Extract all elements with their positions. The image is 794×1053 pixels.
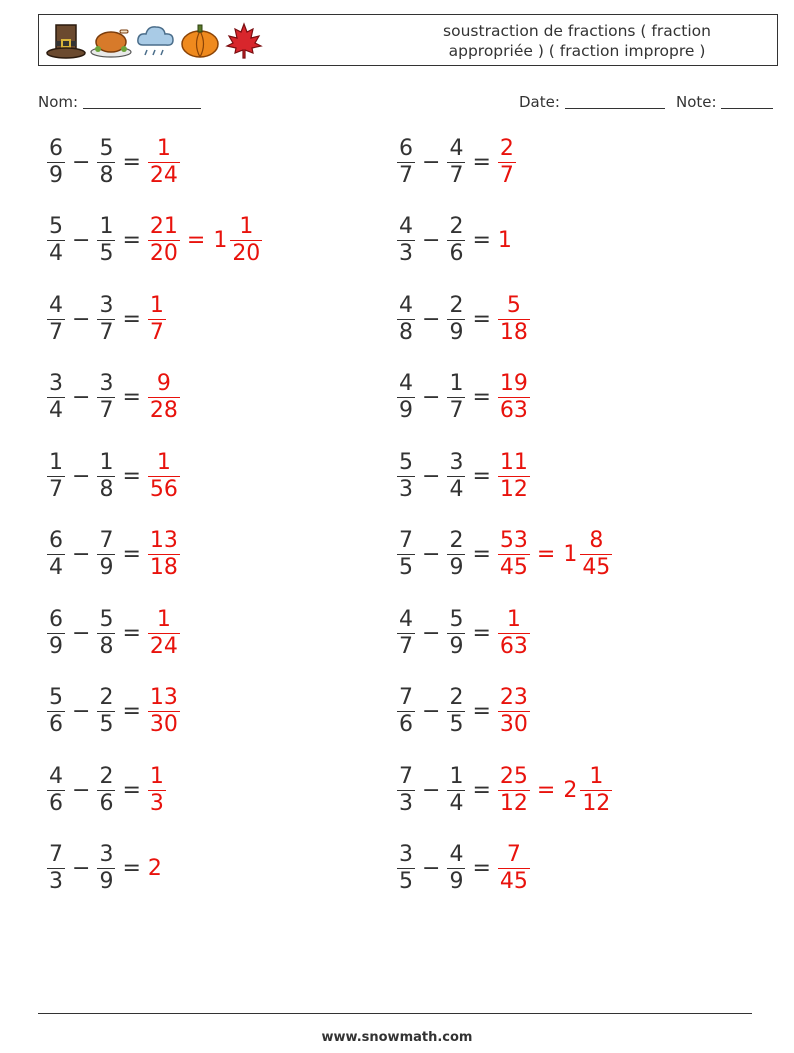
numerator: 25 — [499, 763, 528, 789]
denominator: 4 — [449, 476, 464, 502]
equals-sign: = — [122, 385, 141, 410]
denominator: 18 — [149, 555, 178, 580]
answer-fraction — [498, 293, 530, 346]
numerator: 2 — [449, 214, 464, 239]
numerator: 5 — [49, 214, 63, 239]
problem-row — [45, 841, 162, 897]
denominator: 9 — [449, 869, 464, 894]
problem-row — [395, 841, 532, 897]
answer-integer: 1 — [497, 228, 512, 253]
denominator: 9 — [449, 555, 464, 580]
denominator: 4 — [449, 790, 464, 816]
subtrahend-fraction — [97, 764, 115, 817]
denominator: 45 — [582, 555, 611, 580]
numerator: 7 — [399, 763, 413, 789]
answer-fraction — [148, 764, 166, 817]
answer-fraction — [148, 528, 180, 581]
denominator: 6 — [49, 790, 63, 816]
denominator: 4 — [49, 241, 63, 266]
subtrahend-fraction — [447, 842, 465, 895]
equals-sign: = — [536, 777, 556, 803]
problem-row — [395, 213, 512, 269]
answer-fraction — [148, 293, 166, 346]
subtrahend-fraction — [447, 685, 465, 738]
problem-row — [45, 370, 182, 426]
numerator: 2 — [449, 685, 464, 710]
answer-fraction — [148, 607, 180, 660]
minus-sign: − — [422, 777, 441, 803]
problem-row — [395, 684, 532, 740]
denominator: 6 — [449, 241, 464, 266]
mixed-fraction — [580, 764, 612, 817]
numerator: 3 — [399, 842, 413, 867]
numerator: 5 — [449, 606, 464, 632]
equals-sign: = — [472, 542, 491, 567]
denominator: 24 — [149, 162, 178, 188]
answer-fraction — [498, 450, 530, 503]
numerator: 1 — [589, 763, 604, 789]
denominator: 9 — [449, 633, 464, 659]
numerator: 11 — [499, 449, 528, 475]
minuend-fraction — [47, 214, 65, 267]
header-box — [38, 14, 778, 66]
minuend-fraction — [397, 371, 415, 424]
answer-fraction — [498, 685, 530, 738]
denominator: 45 — [499, 555, 528, 580]
numerator: 6 — [49, 135, 63, 161]
numerator: 4 — [399, 606, 413, 632]
numerator: 2 — [449, 528, 464, 553]
numerator: 13 — [149, 685, 178, 710]
answer-integer: 2 — [147, 856, 162, 881]
problem-row — [45, 448, 182, 504]
denominator: 5 — [99, 241, 114, 266]
denominator: 9 — [99, 869, 114, 894]
numerator: 5 — [99, 135, 114, 161]
answer-fraction — [148, 136, 180, 189]
numerator: 3 — [449, 449, 464, 475]
minus-sign: − — [72, 228, 91, 253]
problem-row — [395, 370, 532, 426]
name-field — [38, 93, 201, 111]
subtrahend-fraction — [447, 136, 465, 189]
minuend-fraction — [397, 685, 415, 738]
equals-sign: = — [472, 620, 491, 646]
denominator: 8 — [399, 319, 413, 345]
equals-sign: = — [472, 228, 491, 253]
denominator: 24 — [149, 633, 178, 659]
minus-sign: − — [422, 463, 441, 489]
equals-sign: = — [122, 149, 141, 175]
numerator: 1 — [449, 763, 464, 789]
numerator: 1 — [99, 214, 114, 239]
name-label: Nom: — [38, 93, 79, 111]
equals-sign: = — [472, 306, 491, 332]
minuend-fraction — [47, 136, 65, 189]
rain-cloud-icon — [135, 21, 177, 61]
minuend-fraction — [397, 136, 415, 189]
footer-divider — [38, 1013, 752, 1014]
numerator: 1 — [156, 606, 171, 632]
answer-fraction — [148, 371, 180, 424]
denominator: 9 — [99, 555, 114, 580]
subtrahend-fraction — [447, 450, 465, 503]
minus-sign: − — [72, 306, 91, 332]
denominator: 20 — [232, 241, 261, 266]
numerator: 13 — [149, 528, 178, 553]
denominator: 8 — [99, 633, 114, 659]
minus-sign: − — [422, 385, 441, 410]
denominator: 28 — [149, 398, 178, 423]
equals-sign: = — [472, 463, 491, 489]
minuend-fraction — [47, 293, 65, 346]
problem-row — [395, 762, 614, 818]
problem-row — [395, 527, 614, 583]
denominator: 3 — [49, 869, 63, 894]
date-label: Date: — [519, 93, 560, 111]
denominator: 6 — [399, 712, 413, 737]
roast-turkey-icon — [89, 21, 133, 61]
numerator: 19 — [499, 371, 528, 396]
pilgrim-hat-icon — [45, 21, 87, 61]
answer-fraction — [498, 371, 530, 424]
numerator: 3 — [99, 842, 114, 867]
equals-sign: = — [186, 228, 206, 253]
numerator: 1 — [99, 449, 114, 475]
denominator: 8 — [99, 476, 114, 502]
numerator: 1 — [239, 214, 254, 239]
numerator: 5 — [99, 606, 114, 632]
numerator: 5 — [506, 292, 521, 318]
denominator: 8 — [99, 162, 114, 188]
denominator: 9 — [49, 162, 63, 188]
equals-sign: = — [472, 149, 491, 175]
denominator: 5 — [449, 712, 464, 737]
equals-sign: = — [472, 699, 491, 724]
equals-sign: = — [122, 777, 141, 803]
numerator: 5 — [399, 449, 413, 475]
subtrahend-fraction — [97, 214, 115, 267]
denominator: 12 — [582, 790, 611, 816]
minus-sign: − — [72, 856, 91, 881]
subtrahend-fraction — [97, 136, 115, 189]
subtrahend-fraction — [97, 293, 115, 346]
answer-fraction — [498, 528, 530, 581]
answer-fraction — [498, 136, 516, 189]
denominator: 5 — [399, 555, 413, 580]
answer-fraction — [148, 450, 180, 503]
minus-sign: − — [422, 699, 441, 724]
problem-row — [45, 527, 182, 583]
minus-sign: − — [422, 149, 441, 175]
numerator: 7 — [99, 528, 114, 553]
numerator: 7 — [399, 528, 413, 553]
denominator: 7 — [99, 319, 114, 345]
denominator: 7 — [499, 162, 514, 188]
numerator: 5 — [49, 685, 63, 710]
problem-row — [395, 134, 518, 190]
equals-sign: = — [472, 777, 491, 803]
numerator: 8 — [589, 528, 604, 553]
denominator: 3 — [399, 476, 413, 502]
minus-sign: − — [72, 699, 91, 724]
problem-row — [45, 213, 264, 269]
numerator: 2 — [99, 763, 114, 789]
problem-row — [395, 448, 532, 504]
problem-row — [395, 605, 532, 661]
minuend-fraction — [397, 528, 415, 581]
denominator: 7 — [449, 162, 464, 188]
minuend-fraction — [47, 842, 65, 895]
denominator: 5 — [99, 712, 114, 737]
numerator: 4 — [49, 292, 63, 318]
subtrahend-fraction — [97, 685, 115, 738]
denominator: 63 — [499, 633, 528, 659]
denominator: 63 — [499, 398, 528, 423]
numerator: 6 — [399, 135, 413, 161]
minus-sign: − — [72, 777, 91, 803]
subtrahend-fraction — [447, 293, 465, 346]
minus-sign: − — [72, 620, 91, 646]
numerator: 3 — [99, 292, 114, 318]
denominator: 4 — [49, 555, 63, 580]
numerator: 2 — [449, 292, 464, 318]
numerator: 9 — [156, 371, 171, 396]
denominator: 7 — [49, 476, 63, 502]
numerator: 1 — [449, 371, 464, 396]
minuend-fraction — [47, 607, 65, 660]
denominator: 4 — [49, 398, 63, 423]
answer-fraction — [148, 214, 180, 267]
numerator: 23 — [499, 685, 528, 710]
numerator: 1 — [506, 606, 521, 632]
denominator: 30 — [149, 712, 178, 737]
problem-row — [395, 291, 532, 347]
answer-fraction — [148, 685, 180, 738]
denominator: 18 — [499, 319, 528, 345]
numerator: 3 — [49, 371, 63, 396]
minus-sign: − — [72, 149, 91, 175]
minuend-fraction — [397, 842, 415, 895]
denominator: 3 — [399, 241, 413, 266]
equals-sign: = — [122, 620, 141, 646]
equals-sign: = — [122, 699, 141, 724]
numerator: 1 — [156, 135, 171, 161]
subtrahend-fraction — [447, 214, 465, 267]
numerator: 4 — [399, 371, 413, 396]
denominator: 5 — [399, 869, 413, 894]
numerator: 1 — [149, 763, 164, 789]
subtrahend-fraction — [97, 371, 115, 424]
minus-sign: − — [422, 306, 441, 332]
subtrahend-fraction — [447, 528, 465, 581]
date-blank — [565, 107, 665, 109]
denominator: 9 — [449, 319, 464, 345]
problem-row — [45, 134, 182, 190]
minuend-fraction — [397, 607, 415, 660]
name-blank — [83, 107, 201, 109]
denominator: 3 — [399, 790, 413, 816]
denominator: 20 — [149, 241, 178, 266]
denominator: 7 — [49, 319, 63, 345]
footer-website: www.snowmath.com — [321, 1030, 473, 1045]
denominator: 7 — [399, 162, 413, 188]
mixed-whole: 1 — [563, 542, 578, 567]
numerator: 7 — [49, 842, 63, 867]
answer-fraction — [498, 607, 530, 660]
equals-sign: = — [536, 542, 556, 567]
problem-row — [45, 762, 168, 818]
numerator: 7 — [399, 685, 413, 710]
minuend-fraction — [397, 764, 415, 817]
denominator: 56 — [149, 476, 178, 502]
pumpkin-icon — [179, 21, 221, 61]
subtrahend-fraction — [97, 607, 115, 660]
header-icons — [45, 18, 265, 64]
numerator: 4 — [49, 763, 63, 789]
numerator: 53 — [499, 528, 528, 553]
minuend-fraction — [47, 764, 65, 817]
equals-sign: = — [122, 228, 141, 253]
equals-sign: = — [122, 306, 141, 332]
answer-fraction — [498, 842, 530, 895]
minuend-fraction — [397, 214, 415, 267]
mixed-whole: 1 — [213, 228, 228, 253]
numerator: 2 — [499, 135, 514, 161]
equals-sign: = — [122, 542, 141, 567]
grade-label: Note: — [676, 93, 717, 111]
numerator: 4 — [399, 292, 413, 318]
denominator: 9 — [49, 633, 63, 659]
grade-blank — [721, 107, 773, 109]
problem-row — [45, 684, 182, 740]
mixed-fraction — [580, 528, 612, 581]
numerator: 7 — [506, 842, 521, 867]
numerator: 2 — [99, 685, 114, 710]
grade-field — [676, 93, 773, 111]
denominator: 6 — [49, 712, 63, 737]
subtrahend-fraction — [97, 528, 115, 581]
numerator: 6 — [49, 528, 63, 553]
minuend-fraction — [47, 685, 65, 738]
denominator: 45 — [499, 869, 528, 894]
subtrahend-fraction — [97, 842, 115, 895]
denominator: 30 — [499, 712, 528, 737]
mixed-fraction — [230, 214, 262, 267]
minus-sign: − — [422, 620, 441, 646]
minus-sign: − — [422, 542, 441, 567]
numerator: 4 — [449, 135, 464, 161]
numerator: 21 — [149, 214, 178, 239]
minuend-fraction — [47, 450, 65, 503]
minuend-fraction — [47, 528, 65, 581]
denominator: 12 — [499, 790, 528, 816]
worksheet-title: soustraction de fractions ( fraction appropriée ) ( fraction impropre ) — [443, 22, 711, 60]
numerator: 3 — [99, 371, 114, 396]
equals-sign: = — [472, 385, 491, 410]
denominator: 9 — [399, 398, 413, 423]
denominator: 7 — [99, 398, 114, 423]
equals-sign: = — [122, 856, 141, 881]
minuend-fraction — [397, 450, 415, 503]
equals-sign: = — [472, 856, 491, 881]
denominator: 6 — [99, 790, 114, 816]
minus-sign: − — [72, 385, 91, 410]
numerator: 4 — [449, 842, 464, 867]
numerator: 1 — [149, 292, 164, 318]
date-field — [519, 93, 665, 111]
minus-sign: − — [422, 856, 441, 881]
mixed-whole: 2 — [563, 777, 578, 803]
subtrahend-fraction — [97, 450, 115, 503]
denominator: 3 — [149, 790, 164, 816]
minuend-fraction — [47, 371, 65, 424]
maple-leaf-icon — [223, 21, 265, 61]
numerator: 6 — [49, 606, 63, 632]
minus-sign: − — [72, 463, 91, 489]
answer-fraction — [498, 764, 530, 817]
problem-row — [45, 605, 182, 661]
denominator: 12 — [499, 476, 528, 502]
subtrahend-fraction — [447, 607, 465, 660]
numerator: 1 — [49, 449, 63, 475]
subtrahend-fraction — [447, 764, 465, 817]
minus-sign: − — [72, 542, 91, 567]
numerator: 4 — [399, 214, 413, 239]
denominator: 7 — [449, 398, 464, 423]
numerator: 1 — [156, 449, 171, 475]
minuend-fraction — [397, 293, 415, 346]
denominator: 7 — [149, 319, 164, 345]
denominator: 7 — [399, 633, 413, 659]
subtrahend-fraction — [447, 371, 465, 424]
problem-row — [45, 291, 168, 347]
equals-sign: = — [122, 463, 141, 489]
minus-sign: − — [422, 228, 441, 253]
